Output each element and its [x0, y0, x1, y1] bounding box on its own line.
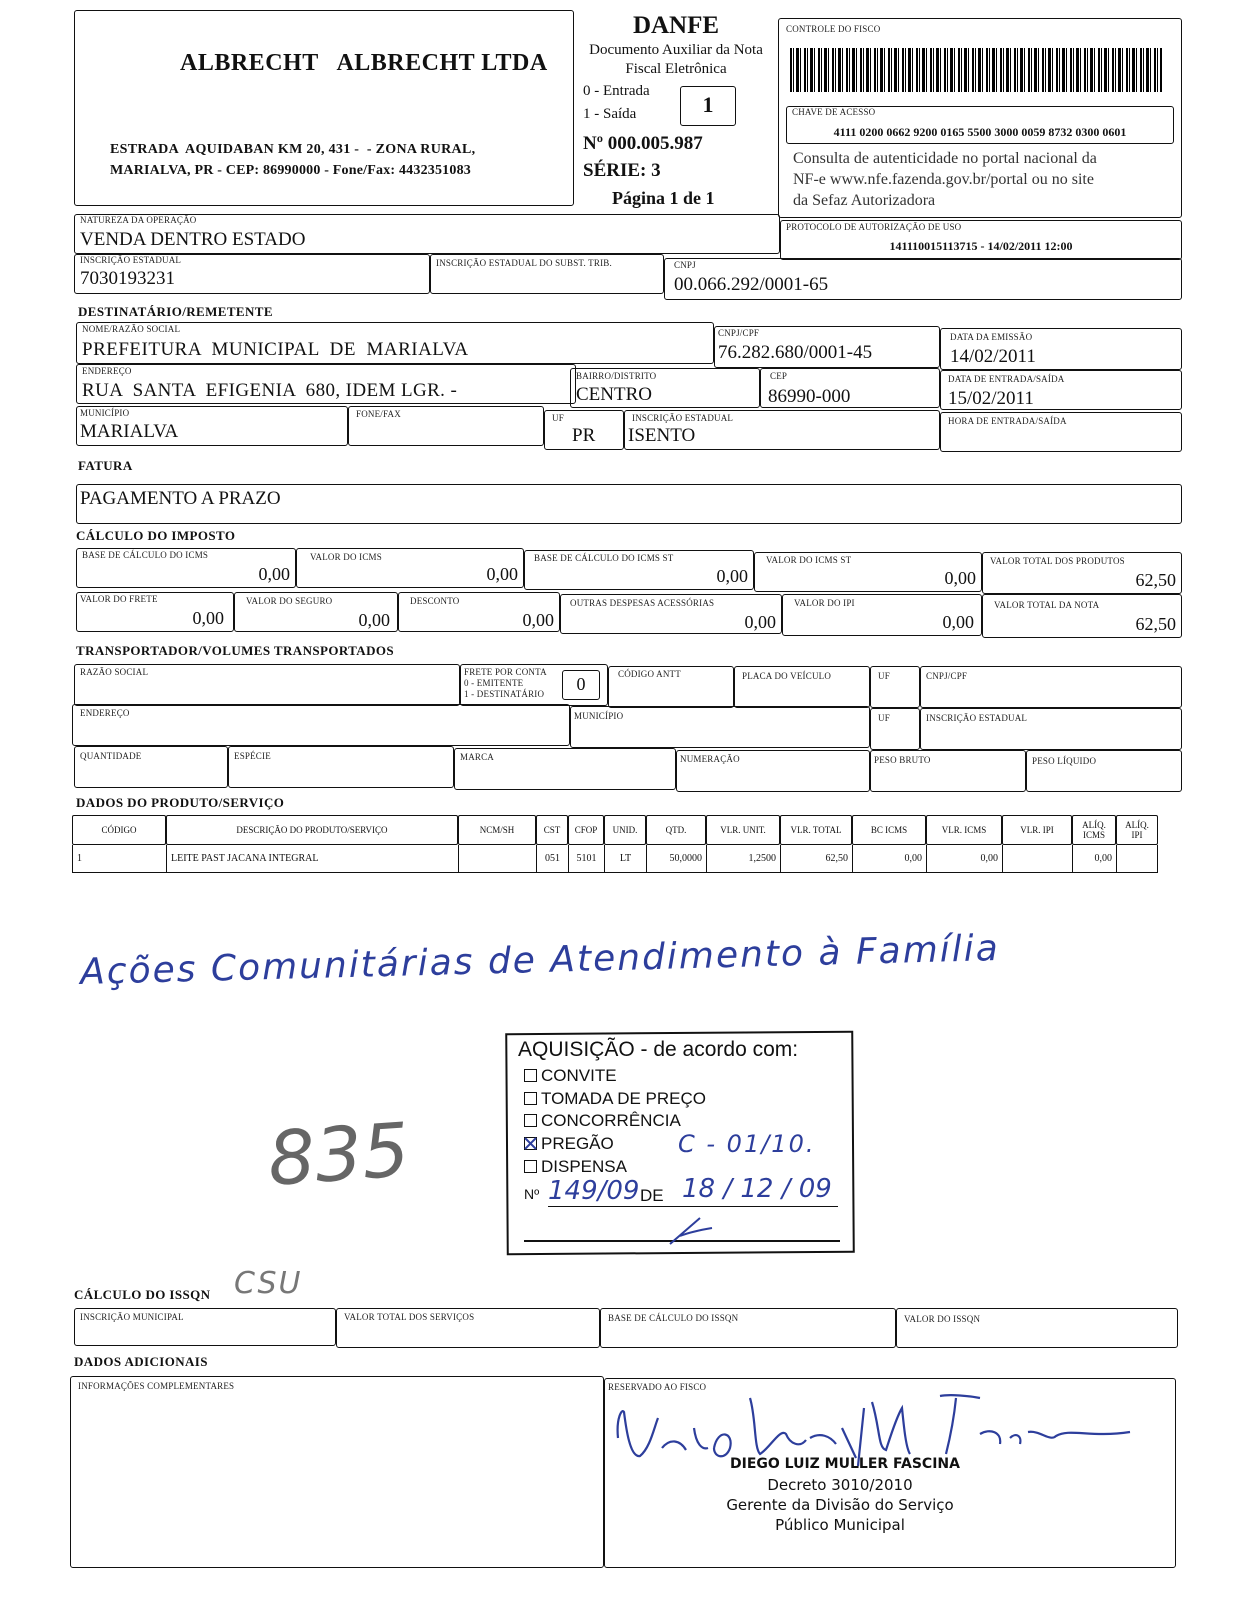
checkbox-tomada [524, 1092, 537, 1105]
base-icms-label: BASE DE CÁLCULO DO ICMS [82, 550, 209, 560]
desconto-value: 0,00 [522, 610, 554, 630]
table-row-cell: LEITE PAST JACANA INTEGRAL [166, 845, 458, 873]
table-header-cell: ALÍQ. IPI [1116, 815, 1158, 845]
total-produtos-label: VALOR TOTAL DOS PRODUTOS [990, 556, 1125, 566]
antt-label: CÓDIGO ANTT [618, 669, 681, 679]
consulta-line1: Consulta de autenticidade no portal nacional da [793, 150, 1097, 167]
table-row-cell: LT [604, 845, 646, 873]
handwritten-note: Ações Comunitárias de Atendimento à Família [79, 927, 1001, 994]
controle-fisco-label: CONTROLE DO FISCO [786, 24, 881, 34]
valor-icms-st-label: VALOR DO ICMS ST [766, 555, 852, 565]
valor-icms-value: 0,00 [486, 564, 518, 584]
transp-uf2-label: UF [878, 713, 890, 723]
dest-ie-label: INSCRIÇÃO ESTADUAL [632, 413, 734, 423]
table-header-cell: CÓDIGO [72, 815, 166, 845]
table-row-cell [1116, 845, 1158, 873]
table-header-cell: VLR. TOTAL [780, 815, 852, 845]
table-row-cell: 0,00 [926, 845, 1002, 873]
issqn-total-label: VALOR TOTAL DOS SERVIÇOS [344, 1312, 475, 1322]
marca-label: MARCA [460, 752, 495, 762]
table-header-cell: DESCRIÇÃO DO PRODUTO/SERVIÇO [166, 815, 458, 845]
chave-value: 4111 0200 0662 9200 0165 5500 3000 0059 8732 0300 0601 [833, 125, 1127, 139]
numero-underline [548, 1206, 838, 1207]
frete-value: 0,00 [192, 608, 224, 628]
table-row-cell [1002, 845, 1072, 873]
danfe-page: Página 1 de 1 [612, 188, 715, 208]
transportador-section: TRANSPORTADOR/VOLUMES TRANSPORTADOS [76, 643, 395, 658]
base-icms-value: 0,00 [258, 564, 290, 584]
numero-hand: 149/09 [548, 1176, 640, 1206]
checkbox-dispensa [524, 1160, 537, 1173]
transp-uf-label: UF [878, 671, 890, 681]
issqn-valor-label: VALOR DO ISSQN [904, 1314, 981, 1324]
cep-value: 86990-000 [768, 386, 851, 407]
outras-value: 0,00 [744, 612, 776, 632]
emitter-address-line1: ESTRADA AQUIDABAN KM 20, 431 - - ZONA RURAL, [110, 142, 476, 157]
aquisicao-opt1 [524, 1066, 617, 1086]
dest-cnpj-label: CNPJ/CPF [718, 328, 760, 338]
natureza-label: NATUREZA DA OPERAÇÃO [80, 215, 197, 225]
imposto-section: CÁLCULO DO IMPOSTO [76, 528, 236, 543]
table-row-cell: 0,00 [1072, 845, 1116, 873]
check-x-icon [524, 1137, 537, 1150]
danfe-subtitle-2: Fiscal Eletrônica [625, 61, 727, 77]
destinatario-section: DESTINATÁRIO/REMETENTE [78, 304, 273, 319]
produtos-section: DADOS DO PRODUTO/SERVIÇO [76, 795, 285, 810]
fatura-section: FATURA [78, 458, 133, 473]
aquisicao-opt1-label: CONVITE [541, 1066, 617, 1085]
saida-value: 15/02/2011 [948, 388, 1034, 409]
signature-decree: Decreto 3010/2010 [767, 1476, 913, 1494]
total-nota-value: 62,50 [1135, 614, 1176, 634]
data-hand: 18 / 12 / 09 [682, 1174, 832, 1204]
adicionais-section: DADOS ADICIONAIS [74, 1354, 208, 1369]
municipio-label: MUNICÍPIO [80, 408, 130, 418]
saida-label: DATA DE ENTRADA/SAÍDA [948, 374, 1065, 384]
barcode [790, 48, 1162, 92]
total-nota-label: VALOR TOTAL DA NOTA [994, 600, 1100, 610]
transp-municipio-label: MUNICÍPIO [574, 711, 624, 721]
aquisicao-opt3 [524, 1111, 681, 1131]
seguro-value: 0,00 [358, 610, 390, 630]
info-compl-label: INFORMAÇÕES COMPLEMENTARES [78, 1381, 235, 1391]
issqn-base-label: BASE DE CÁLCULO DO ISSQN [608, 1313, 739, 1323]
de-label: DE [640, 1186, 664, 1205]
pregao-hand: C - 01/10. [678, 1130, 816, 1158]
emissao-label: DATA DA EMISSÃO [950, 332, 1033, 342]
dest-nome-label: NOME/RAZÃO SOCIAL [82, 324, 181, 334]
desconto-label: DESCONTO [410, 596, 460, 606]
danfe-series: SÉRIE: 3 [583, 160, 661, 181]
transp-endereco-box [72, 704, 570, 746]
signature-role-2: Público Municipal [775, 1516, 905, 1534]
numero-prefix: Nº [524, 1186, 540, 1202]
ie-subst-label: INSCRIÇÃO ESTADUAL DO SUBST. TRIB. [436, 258, 612, 268]
cnpj-value: 00.066.292/0001-65 [674, 274, 829, 295]
info-compl-box [70, 1376, 604, 1568]
cnpj-label: CNPJ [674, 260, 696, 270]
danfe-type-value: 1 [702, 92, 714, 117]
handwritten-number: 835 [265, 1107, 413, 1203]
transp-endereco-label: ENDEREÇO [80, 708, 130, 718]
base-icms-st-label: BASE DE CÁLCULO DO ICMS ST [534, 553, 674, 563]
checkbox-concorrencia [524, 1114, 537, 1127]
table-row-cell: 1 [72, 845, 166, 873]
table-row-cell: 1,2500 [706, 845, 780, 873]
seguro-label: VALOR DO SEGURO [246, 596, 333, 606]
aquisicao-opt3-label: CONCORRÊNCIA [541, 1111, 681, 1130]
peso-bruto-label: PESO BRUTO [874, 755, 931, 765]
frete-opt0: 0 - EMITENTE [464, 678, 524, 688]
issqn-im-label: INSCRIÇÃO MUNICIPAL [80, 1312, 184, 1322]
valor-icms-st-value: 0,00 [944, 568, 976, 588]
ie-label: INSCRIÇÃO ESTADUAL [80, 255, 182, 265]
stamp-initial-scribble [660, 1214, 720, 1250]
natureza-value: VENDA DENTRO ESTADO [80, 229, 306, 250]
hora-label: HORA DE ENTRADA/SAÍDA [948, 416, 1067, 426]
table-header-cell: UNID. [604, 815, 646, 845]
razao-label: RAZÃO SOCIAL [80, 667, 149, 677]
danfe-number: Nº 000.005.987 [583, 133, 703, 154]
uf-label: UF [552, 413, 564, 423]
quantidade-label: QUANTIDADE [80, 751, 142, 761]
aquisicao-opt2-label: TOMADA DE PREÇO [541, 1089, 706, 1108]
signature-name: DIEGO LUIZ MULLER FASCINA [730, 1456, 960, 1472]
table-row-cell: 5101 [568, 845, 604, 873]
table-row-cell: 50,0000 [646, 845, 706, 873]
endereco-value: RUA SANTA EFIGENIA 680, IDEM LGR. - [82, 380, 458, 401]
peso-liquido-label: PESO LÍQUIDO [1032, 756, 1097, 766]
consulta-line2: NF-e www.nfe.fazenda.gov.br/portal ou no site [793, 171, 1094, 188]
especie-label: ESPÉCIE [234, 751, 271, 761]
cep-label: CEP [770, 371, 788, 381]
frete-opt1: 1 - DESTINATÁRIO [464, 689, 545, 699]
table-header-cell: BC ICMS [852, 815, 926, 845]
transp-ie-label: INSCRIÇÃO ESTADUAL [926, 713, 1028, 723]
chave-label: CHAVE DE ACESSO [792, 107, 876, 117]
aquisicao-opt2 [524, 1089, 706, 1109]
fone-label: FONE/FAX [356, 409, 401, 419]
products-table [72, 815, 1184, 877]
emitter-address-line2: MARIALVA, PR - CEP: 86990000 - Fone/Fax: 4432351083 [110, 163, 471, 178]
table-row-cell [458, 845, 536, 873]
frete-label: VALOR DO FRETE [80, 594, 158, 604]
ipi-value: 0,00 [942, 612, 974, 632]
total-produtos-value: 62,50 [1135, 570, 1176, 590]
danfe-title: DANFE [632, 12, 720, 39]
bairro-label: BAIRRO/DISTRITO [576, 371, 657, 381]
table-header-cell: VLR. IPI [1002, 815, 1072, 845]
emissao-value: 14/02/2011 [950, 346, 1036, 367]
endereco-label: ENDEREÇO [82, 366, 132, 376]
transp-cnpj-label: CNPJ/CPF [926, 671, 968, 681]
aquisicao-opt5-label: DISPENSA [541, 1157, 627, 1176]
aquisicao-opt4-label: PREGÃO [541, 1134, 614, 1153]
outras-label: OUTRAS DESPESAS ACESSÓRIAS [570, 598, 715, 608]
csu-hand: CSU [234, 1266, 303, 1301]
table-header-cell: NCM/SH [458, 815, 536, 845]
ipi-label: VALOR DO IPI [794, 598, 855, 608]
aquisicao-opt5 [524, 1157, 627, 1177]
danfe-saida: 1 - Saída [583, 106, 637, 122]
protocolo-label: PROTOCOLO DE AUTORIZAÇÃO DE USO [786, 222, 962, 232]
checkbox-convite [524, 1069, 537, 1082]
dest-ie-value: ISENTO [628, 425, 696, 446]
table-header-cell: QTD. [646, 815, 706, 845]
table-header-cell: VLR. ICMS [926, 815, 1002, 845]
municipio-value: MARIALVA [80, 421, 179, 442]
frete-value: 0 [576, 674, 586, 694]
numeracao-label: NUMERAÇÃO [680, 754, 740, 764]
fatura-value: PAGAMENTO A PRAZO [80, 488, 281, 509]
bairro-value: CENTRO [576, 384, 652, 405]
table-row-cell: 0,00 [852, 845, 926, 873]
uf-value: PR [572, 425, 596, 446]
ie-value: 7030193231 [80, 268, 175, 289]
valor-icms-label: VALOR DO ICMS [310, 552, 382, 562]
table-header-cell: VLR. UNIT. [706, 815, 780, 845]
table-header-cell: ALÍQ. ICMS [1072, 815, 1116, 845]
danfe-entrada: 0 - Entrada [583, 83, 650, 99]
dest-nome-value: PREFEITURA MUNICIPAL DE MARIALVA [82, 339, 469, 360]
table-header-cell: CST [536, 815, 568, 845]
danfe-subtitle-1: Documento Auxiliar da Nota [589, 42, 763, 58]
aquisicao-opt4 [524, 1134, 614, 1154]
table-row-cell: 051 [536, 845, 568, 873]
signature-role-1: Gerente da Divisão do Serviço [726, 1496, 954, 1514]
placa-label: PLACA DO VEÍCULO [742, 671, 832, 681]
dest-cnpj-value: 76.282.680/0001-45 [718, 342, 873, 363]
table-row-cell: 62,50 [780, 845, 852, 873]
frete-conta-label: FRETE POR CONTA [464, 667, 547, 677]
emitter-name: ALBRECHT ALBRECHT LTDA [180, 50, 548, 76]
protocolo-value: 141110015113715 - 14/02/2011 12:00 [889, 239, 1073, 253]
checkbox-pregao-checked [524, 1137, 537, 1150]
table-header-cell: CFOP [568, 815, 604, 845]
reservado-fisco-label: RESERVADO AO FISCO [608, 1382, 707, 1392]
consulta-line3: da Sefaz Autorizadora [793, 192, 936, 209]
aquisicao-title: AQUISIÇÃO - de acordo com: [518, 1038, 799, 1061]
base-icms-st-value: 0,00 [716, 566, 748, 586]
issqn-section: CÁLCULO DO ISSQN [74, 1287, 211, 1302]
